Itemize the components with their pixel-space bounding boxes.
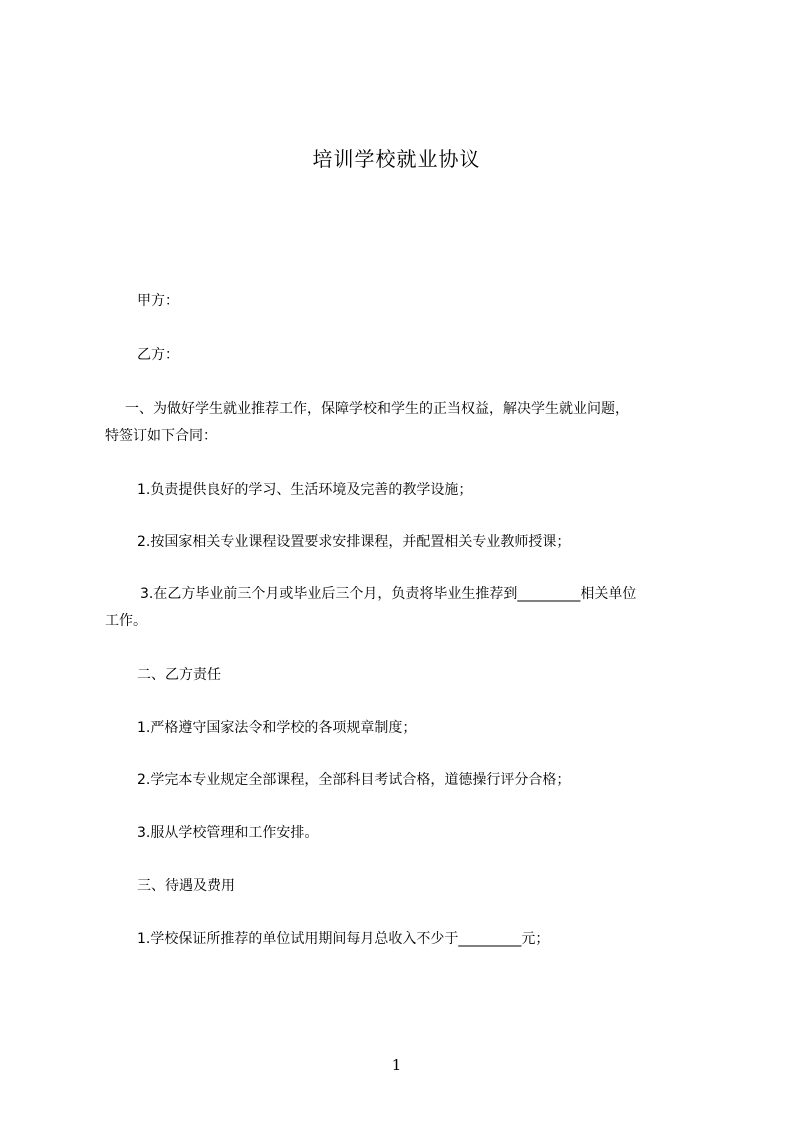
party-a-label: 甲方： <box>137 293 179 309</box>
party-b-label: 乙方： <box>137 347 179 363</box>
section-2-item-1: 1.严格遵守国家法令和学校的各项规章制度； <box>137 720 417 736</box>
section-1-item-3-line-2: 工作。 <box>105 613 147 629</box>
section-3-heading: 三、待遇及费用 <box>137 878 235 894</box>
section-2-heading: 二、乙方责任 <box>137 667 221 683</box>
page-number: 1 <box>391 1056 402 1074</box>
section-1-item-2: 2.按国家相关专业课程设置要求安排课程，并配置相关专业教师授课； <box>137 534 571 550</box>
document-title: 培训学校就业协议 <box>312 147 481 171</box>
section-2-item-3: 3.服从学校管理和工作安排。 <box>137 825 319 841</box>
section-1-item-1: 1.负责提供良好的学习、生活环境及完善的教学设施； <box>137 482 473 498</box>
section-1-intro-line-1: 一、为做好学生就业推荐工作，保障学校和学生的正当权益，解决学生就业问题， <box>125 401 629 417</box>
section-3-item-1: 1.学校保证所推荐的单位试用期间每月总收入不少于_________元； <box>137 931 550 947</box>
section-1-intro-line-2: 特签订如下合同： <box>105 428 217 444</box>
section-1-item-3-line-1: 3.在乙方毕业前三个月或毕业后三个月，负责将毕业生推荐到_________相关单位 <box>140 586 637 602</box>
section-2-item-2: 2.学完本专业规定全部课程，全部科目考试合格，道德操行评分合格； <box>137 772 571 788</box>
